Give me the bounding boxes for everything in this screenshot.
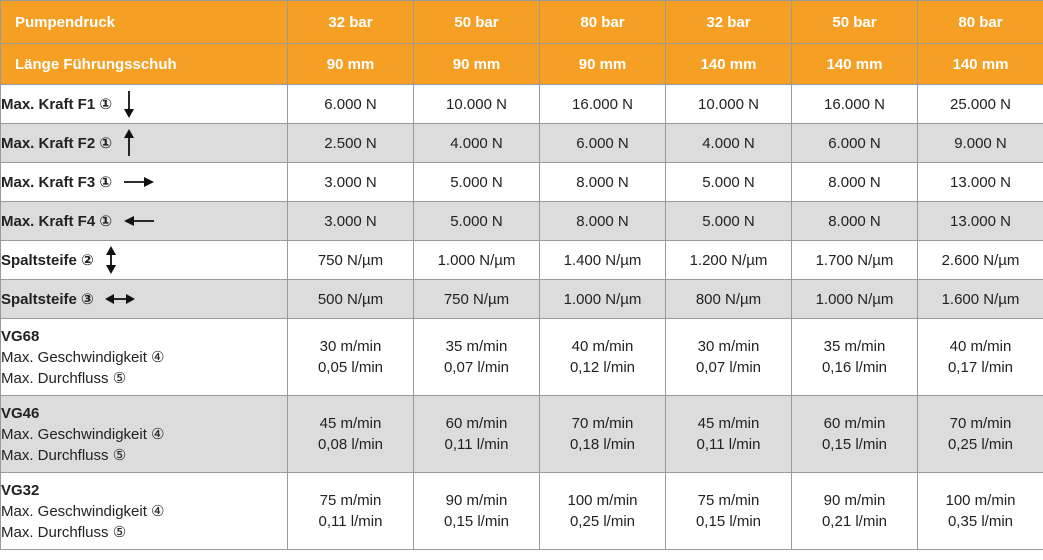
- header-cell: 140 mm: [792, 44, 918, 85]
- table-cell: 1.200 N/µm: [666, 241, 792, 280]
- row-label-cell: [1, 124, 288, 163]
- flow-value: 0,08 l/min: [317, 436, 384, 453]
- table-cell: [288, 319, 414, 396]
- footnote-marker: ③: [81, 291, 94, 308]
- speed-value: 70 m/min: [949, 415, 1012, 432]
- table-cell: 13.000 N: [918, 202, 1043, 241]
- viscosity-title: VG68: [1, 327, 40, 345]
- speed-value: 75 m/min: [697, 492, 760, 509]
- table-cell: [540, 473, 666, 550]
- row-label-cell: [1, 241, 288, 280]
- viscosity-title: VG46: [1, 404, 40, 422]
- table-cell: 8.000 N: [792, 202, 918, 241]
- table-cell: 16.000 N: [792, 85, 918, 124]
- table-cell: 2.500 N: [288, 124, 414, 163]
- flow-value: 0,12 l/min: [569, 359, 636, 376]
- row-label-cell: [1, 473, 288, 550]
- header-cell: 140 mm: [666, 44, 792, 85]
- header-row-pressure: [1, 1, 1043, 44]
- row-label: Max. Kraft F3: [1, 174, 96, 191]
- speed-value: 45 m/min: [697, 415, 760, 432]
- table-cell: 750 N/µm: [288, 241, 414, 280]
- table-cell: [792, 473, 918, 550]
- footnote-marker: ①: [99, 135, 113, 152]
- row-label-cell: [1, 85, 288, 124]
- header-row-shoe-length: [1, 44, 1043, 85]
- flow-value: 0,15 l/min: [821, 436, 888, 453]
- table-cell: [540, 396, 666, 473]
- table-cell: 16.000 N: [540, 85, 666, 124]
- flow-label: Max. Durchfluss ⑤: [1, 446, 127, 464]
- table-cell: [414, 396, 540, 473]
- table-cell: 6.000 N: [792, 124, 918, 163]
- speed-value: 45 m/min: [319, 415, 382, 432]
- speed-value: 70 m/min: [571, 415, 634, 432]
- flow-value: 0,11 l/min: [444, 436, 509, 453]
- speed-value: 60 m/min: [823, 415, 886, 432]
- table-cell: 8.000 N: [792, 163, 918, 202]
- table-row: [1, 124, 1043, 163]
- row-label-cell: [1, 202, 288, 241]
- vertical-double-arrow-icon: [104, 245, 118, 275]
- speed-value: 75 m/min: [319, 492, 382, 509]
- viscosity-title: VG32: [1, 481, 40, 499]
- table-cell: 1.400 N/µm: [540, 241, 666, 280]
- row-label: Max. Kraft F2: [1, 135, 96, 152]
- speed-value: 100 m/min: [567, 492, 638, 509]
- table-cell: 10.000 N: [414, 85, 540, 124]
- row-label: Max. Kraft F4: [1, 213, 96, 230]
- header-cell: 90 mm: [540, 44, 666, 85]
- table-cell: [288, 473, 414, 550]
- table-cell: 13.000 N: [918, 163, 1043, 202]
- table-cell: 500 N/µm: [288, 280, 414, 319]
- table-cell: 5.000 N: [414, 202, 540, 241]
- table-cell: 5.000 N: [666, 202, 792, 241]
- footnote-marker: ①: [99, 96, 113, 113]
- table-cell: 3.000 N: [288, 202, 414, 241]
- table-cell: 5.000 N: [414, 163, 540, 202]
- flow-value: 0,18 l/min: [569, 436, 636, 453]
- flow-value: 0,25 l/min: [947, 436, 1014, 453]
- table-cell: [414, 473, 540, 550]
- table-row-vg46: [1, 396, 1043, 473]
- header-cell: 90 mm: [288, 44, 414, 85]
- row-label-cell: [1, 163, 288, 202]
- flow-value: 0,07 l/min: [443, 359, 510, 376]
- table-cell: [918, 319, 1043, 396]
- header-cell: 50 bar: [414, 1, 540, 44]
- table-cell: [792, 396, 918, 473]
- table-cell: [666, 319, 792, 396]
- flow-value: 0,11 l/min: [318, 513, 383, 530]
- speed-value: 90 m/min: [823, 492, 886, 509]
- flow-value: 0,07 l/min: [695, 359, 762, 376]
- speed-value: 30 m/min: [319, 338, 382, 355]
- speed-label: Max. Geschwindigkeit ④: [1, 502, 165, 520]
- speed-value: 35 m/min: [823, 338, 886, 355]
- table-cell: [918, 473, 1043, 550]
- up-arrow-icon: [122, 128, 136, 158]
- table-cell: 8.000 N: [540, 163, 666, 202]
- flow-value: 0,16 l/min: [821, 359, 888, 376]
- table-cell: 5.000 N: [666, 163, 792, 202]
- header-cell: 80 bar: [540, 1, 666, 44]
- header-cell: 80 bar: [918, 1, 1043, 44]
- table-cell: 1.000 N/µm: [540, 280, 666, 319]
- table-cell: 3.000 N: [288, 163, 414, 202]
- table-cell: 800 N/µm: [666, 280, 792, 319]
- header-cell: 32 bar: [666, 1, 792, 44]
- table-cell: [666, 396, 792, 473]
- table-cell: 10.000 N: [666, 85, 792, 124]
- flow-value: 0,15 l/min: [443, 513, 510, 530]
- table-cell: 1.000 N/µm: [792, 280, 918, 319]
- flow-value: 0,25 l/min: [569, 513, 636, 530]
- row-label-cell: [1, 319, 288, 396]
- table-cell: [792, 319, 918, 396]
- table-cell: 6.000 N: [288, 85, 414, 124]
- table-row: [1, 85, 1043, 124]
- speed-value: 35 m/min: [445, 338, 508, 355]
- left-arrow-icon: [122, 214, 156, 228]
- table-cell: 2.600 N/µm: [918, 241, 1043, 280]
- footnote-marker: ①: [99, 213, 113, 230]
- row-label-cell: [1, 280, 288, 319]
- table-cell: 8.000 N: [540, 202, 666, 241]
- flow-value: 0,17 l/min: [947, 359, 1014, 376]
- speed-value: 60 m/min: [445, 415, 508, 432]
- flow-label: Max. Durchfluss ⑤: [1, 369, 127, 387]
- header-cell: 90 mm: [414, 44, 540, 85]
- flow-value: 0,15 l/min: [695, 513, 762, 530]
- flow-value: 0,35 l/min: [947, 513, 1014, 530]
- speed-value: 40 m/min: [571, 338, 634, 355]
- table-cell: 4.000 N: [666, 124, 792, 163]
- right-arrow-icon: [122, 175, 156, 189]
- header-label: Länge Führungsschuh: [1, 44, 288, 85]
- speed-value: 40 m/min: [949, 338, 1012, 355]
- table-row: [1, 280, 1043, 319]
- header-label: Pumpendruck: [1, 1, 288, 44]
- speed-value: 100 m/min: [945, 492, 1016, 509]
- speed-label: Max. Geschwindigkeit ④: [1, 425, 165, 443]
- table-row-vg32: [1, 473, 1043, 550]
- flow-value: 0,05 l/min: [317, 359, 384, 376]
- table-cell: 1.600 N/µm: [918, 280, 1043, 319]
- table-cell: 9.000 N: [918, 124, 1043, 163]
- table-cell: 4.000 N: [414, 124, 540, 163]
- table-cell: [666, 473, 792, 550]
- row-label-cell: [1, 396, 288, 473]
- row-label: Spaltsteife: [1, 252, 77, 269]
- table-cell: [918, 396, 1043, 473]
- table-cell: [288, 396, 414, 473]
- table-cell: 1.700 N/µm: [792, 241, 918, 280]
- header-cell: 140 mm: [918, 44, 1043, 85]
- footnote-marker: ②: [81, 252, 94, 269]
- table-cell: [540, 319, 666, 396]
- table-row: [1, 241, 1043, 280]
- speed-value: 30 m/min: [697, 338, 760, 355]
- flow-value: 0,21 l/min: [821, 513, 888, 530]
- footnote-marker: ①: [99, 174, 113, 191]
- table-row: [1, 163, 1043, 202]
- flow-value: 0,11 l/min: [696, 436, 761, 453]
- speed-label: Max. Geschwindigkeit ④: [1, 348, 165, 366]
- table-cell: [414, 319, 540, 396]
- table-cell: 750 N/µm: [414, 280, 540, 319]
- table-cell: 1.000 N/µm: [414, 241, 540, 280]
- row-label: Spaltsteife: [1, 291, 77, 308]
- down-arrow-icon: [122, 89, 136, 119]
- header-cell: 50 bar: [792, 1, 918, 44]
- flow-label: Max. Durchfluss ⑤: [1, 523, 127, 541]
- table-row-vg68: [1, 319, 1043, 396]
- header-cell: 32 bar: [288, 1, 414, 44]
- row-label: Max. Kraft F1: [1, 96, 96, 113]
- table-cell: 25.000 N: [918, 85, 1043, 124]
- table-row: [1, 202, 1043, 241]
- table-cell: 6.000 N: [540, 124, 666, 163]
- speed-value: 90 m/min: [445, 492, 508, 509]
- horizontal-double-arrow-icon: [104, 292, 136, 306]
